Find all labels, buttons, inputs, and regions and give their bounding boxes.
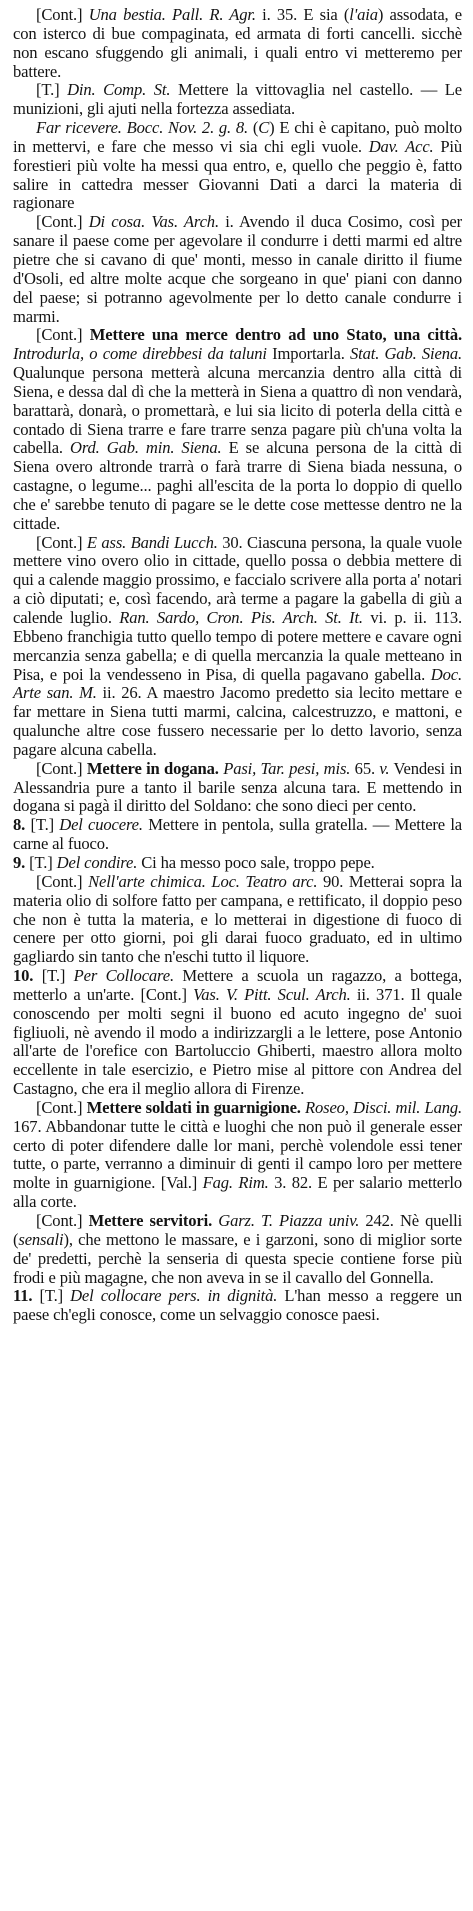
italic-run: Una bestia. Pall. R. Agr. bbox=[88, 5, 263, 24]
entry-paragraph bbox=[13, 213, 462, 326]
bold-run: Mettere servitori. bbox=[88, 1211, 213, 1230]
entry-paragraph bbox=[13, 1099, 462, 1212]
text-run: 90. Metterai sopra la materia olio di solfore fatto per campana, e rettificato, il doppio peso che non è tutta la materia, e lo metterai in digestione di fuoco di cenere per otto giorni, poi gli darai fuoco graduato, ed in ultimo gagliardo sin tanto che n'eschi tutto il liquore. bbox=[13, 871, 463, 967]
italic-run: Del condire. bbox=[56, 852, 138, 872]
text-run: [Cont.] bbox=[36, 871, 89, 891]
text-run: 242. Nè quelli ( bbox=[13, 1211, 463, 1249]
text-run: [Cont.] bbox=[36, 1211, 89, 1230]
italic-run: Pasi, Tar. pesi, mis. bbox=[223, 758, 351, 778]
italic-run: Stat. Gab. Siena. bbox=[349, 344, 462, 364]
text-run: Ci ha messo poco sale, troppo pepe. bbox=[137, 852, 375, 872]
bold-run: 8. bbox=[13, 815, 31, 835]
text-run: ii. 26. A maestro Jacomo predetto sia lecito mettare e far mettare in Siena tutti marmi, calcina, calcestruzzo, e mattoni, e qualunche altre cose fussero necessarie per lo detto lavorio, senza pagare alcuna cabella. bbox=[13, 683, 462, 759]
text-run: ) E chi è capitano, può molto in mettervi, e fare che messo vi sia chi egli vuole. bbox=[13, 118, 462, 156]
italic-run: C bbox=[258, 118, 270, 138]
text-run: [T.] bbox=[29, 852, 57, 872]
italic-run: Introdurla, o come direbbesi da taluni bbox=[13, 344, 267, 364]
numbered-sense-paragraph bbox=[13, 967, 462, 1099]
text-run: [Cont.] bbox=[36, 5, 89, 24]
italic-run: Per Collocare. bbox=[73, 966, 174, 986]
text-run: Vendesi in Alessandria pure a tanto il barile senza alcuna tara. E mettendo in dogana si pagà il diritto del Soldano: che sono dieci per cento. bbox=[13, 758, 462, 816]
text-run: ), che mettono le massare, e i garzoni, sono di miglior sorte de' predetti, perchè la senseria di questa specie contiene forse più frodi e più magagne, che non aveva in se il cavallo del Gonnella. bbox=[13, 1229, 462, 1287]
italic-run: Del cuocere. bbox=[59, 815, 143, 835]
entry-paragraph bbox=[13, 81, 462, 119]
text-run: [Cont.] bbox=[36, 1097, 87, 1117]
italic-run: Roseo, Disci. mil. Lang. bbox=[305, 1097, 463, 1117]
text-run: Qualunque persona metterà alcuna mercanzia dentro alla città di Siena, e dessa dal dì che la metterà in Siena a quattro dì non vendarà, barattarà, donarà, o promettarà, e lui sia licito di poterla della città e contado di Siena trarre e fare trarre senza pagare più ch'una volta la cabella. bbox=[13, 363, 462, 458]
text-run: 167. Abbandonar tutte le città e luoghi che non può il generale esser certo di poter difendere dalle lor mani, perchè volendole essi tener tutte, o parte, verranno a diminuir di genti il campo loro per mettere molte in guarnigione. [Val.] bbox=[13, 1116, 462, 1193]
entry-paragraph bbox=[13, 119, 462, 213]
bold-run: Mettere soldati in guarnigione. bbox=[86, 1097, 301, 1117]
italic-run: Di cosa. Vas. Arch. bbox=[88, 212, 219, 232]
bold-run: Mettere in dogana. bbox=[86, 758, 219, 778]
text-run: [T.] bbox=[36, 80, 68, 100]
text-run: Mettere la vittovaglia nel castello. — Le munizioni, gli ajuti nella fortezza assediata. bbox=[13, 80, 462, 119]
text-run: [Cont.] bbox=[36, 532, 87, 552]
numbered-sense-paragraph bbox=[13, 816, 462, 854]
text-run: ) assodata, e con isterco di bue compaginata, ed armata di forti cancelli. sicchè non escano sfuggendo gli animali, i quali entro vi metteremo per battere. bbox=[13, 5, 462, 81]
italic-run: Garz. T. Piazza univ. bbox=[218, 1211, 360, 1230]
italic-run: Nell'arte chimica. Loc. Teatro arc. bbox=[88, 871, 318, 891]
italic-run: Din. Comp. St. bbox=[67, 80, 171, 100]
text-run: vi. p. ii. 113. Ebbeno franchigia tutto quello tempo di potere mettere e cavare ogni mercanzia senza gabella; e di quella mercanzia la quale metteano in Pisa, e poi la vendesseno in Pisa, di quella pagavano gabella. bbox=[13, 608, 462, 684]
italic-run: Doc. Arte san. M. bbox=[13, 664, 462, 703]
italic-run: Ord. Gab. min. Siena. bbox=[70, 438, 222, 458]
text-run: i. Avendo il duca Cosimo, così per sanare il paese come per agevolare il condurre i detti marmi ed altre pietre che si cavano di que' monti, messo in canale diritto il fiume d'Osoli, ed altre molte acque che sorgeano in que' piani con danno del paese; si potranno agevolmente per lo detto canale condurre i marmi. bbox=[13, 212, 463, 326]
entry-paragraph bbox=[13, 6, 462, 81]
italic-run: v. bbox=[379, 758, 390, 778]
bold-run: 10. bbox=[13, 966, 42, 986]
italic-run: Ran. Sardo, Cron. Pis. Arch. St. It. bbox=[119, 608, 363, 627]
text-run: i. 35. E sia ( bbox=[262, 5, 350, 24]
entry-paragraph bbox=[13, 760, 462, 817]
text-run: 3. 82. E per salario metterlo alla corte. bbox=[13, 1173, 462, 1212]
text-run: ii. 371. Il quale conoscendo per molti segni il buono ed acuto ingegno de' suoi figliuoli, nè avendo il modo a indirizzargli a le lettere, pose Antonio all'arte de l'orefice con Bartoluccio Ghiberti, maestro allora molto eccellente in tale esercizio, e Pietro mise al pittore con Andrea del Castagno, che era il meglio allora di Firenze. bbox=[13, 984, 463, 1099]
entry-paragraph bbox=[13, 1212, 462, 1287]
bold-run: Mettere una merce dentro ad uno Stato, una città. bbox=[89, 325, 462, 345]
text-run: Mettere a scuola un ragazzo, a bottega, metterlo a un'arte. [Cont.] bbox=[13, 966, 462, 1004]
entry-paragraph bbox=[13, 873, 462, 967]
bold-run: 9. bbox=[13, 852, 30, 872]
italic-run: Dav. Acc. bbox=[368, 136, 434, 156]
numbered-sense-paragraph bbox=[13, 1287, 462, 1325]
italic-run: Del collocare pers. in dignità. bbox=[70, 1286, 278, 1306]
text-run: [T.] bbox=[39, 1286, 71, 1306]
text-run: [Cont.] bbox=[36, 325, 90, 345]
text-run: 65. bbox=[350, 758, 380, 778]
italic-run: E ass. Bandi Lucch. bbox=[86, 532, 218, 552]
text-run: L'han messo a reggere un paese ch'egli conosce, come un selvaggio conosce paesi. bbox=[13, 1286, 463, 1325]
text-run: E se alcuna persona de la città di Siena overo altronde trarrà o farà trarre di Siena biada nessuna, o castagne, o legume... paghi all'escita de la porta lo doppio di quello che e' sarebbe tenuto di pagare se le dette cose mettesse dentro ne la cittade. bbox=[13, 438, 462, 533]
text-run: Importarla. bbox=[266, 344, 350, 364]
text-run: [T.] bbox=[41, 966, 74, 986]
text-run: Mettere in pentola, sulla gratella. — Mettere la carne al fuoco. bbox=[13, 815, 462, 854]
numbered-sense-paragraph bbox=[13, 854, 462, 873]
text-run: [Cont.] bbox=[36, 212, 89, 232]
text-run: ( bbox=[248, 118, 259, 138]
text-run: Più forestieri più volte ha messi qua entro, e, quello che peggio è, fatto salire in cattedra messer Giovanni Dati a darci la materia di ragionare bbox=[13, 136, 463, 213]
italic-run: Far ricevere. Bocc. Nov. 2. g. 8. bbox=[36, 118, 249, 138]
italic-run: Vas. V. Pitt. Scul. Arch. bbox=[193, 984, 351, 1004]
bold-run: 11. bbox=[13, 1286, 40, 1306]
entry-paragraph bbox=[13, 534, 462, 760]
italic-run: l'aia bbox=[349, 5, 378, 24]
text-run: [Cont.] bbox=[36, 758, 87, 778]
entry-paragraph bbox=[13, 326, 462, 533]
italic-run: Fag. Rim. bbox=[202, 1173, 269, 1193]
text-run: [T.] bbox=[30, 815, 60, 835]
italic-run: sensali bbox=[18, 1229, 64, 1249]
text-run: 30. Ciascuna persona, la quale vuole mettere vino overo olio in cittade, quello possa o debbia mettere di qui a calende maggio prossimo, e faccialo scrivere alla porta a' notari a ciò diputati; e, così facendo, arà terme a pagare la gabella di giù a calende luglio. bbox=[13, 532, 463, 627]
